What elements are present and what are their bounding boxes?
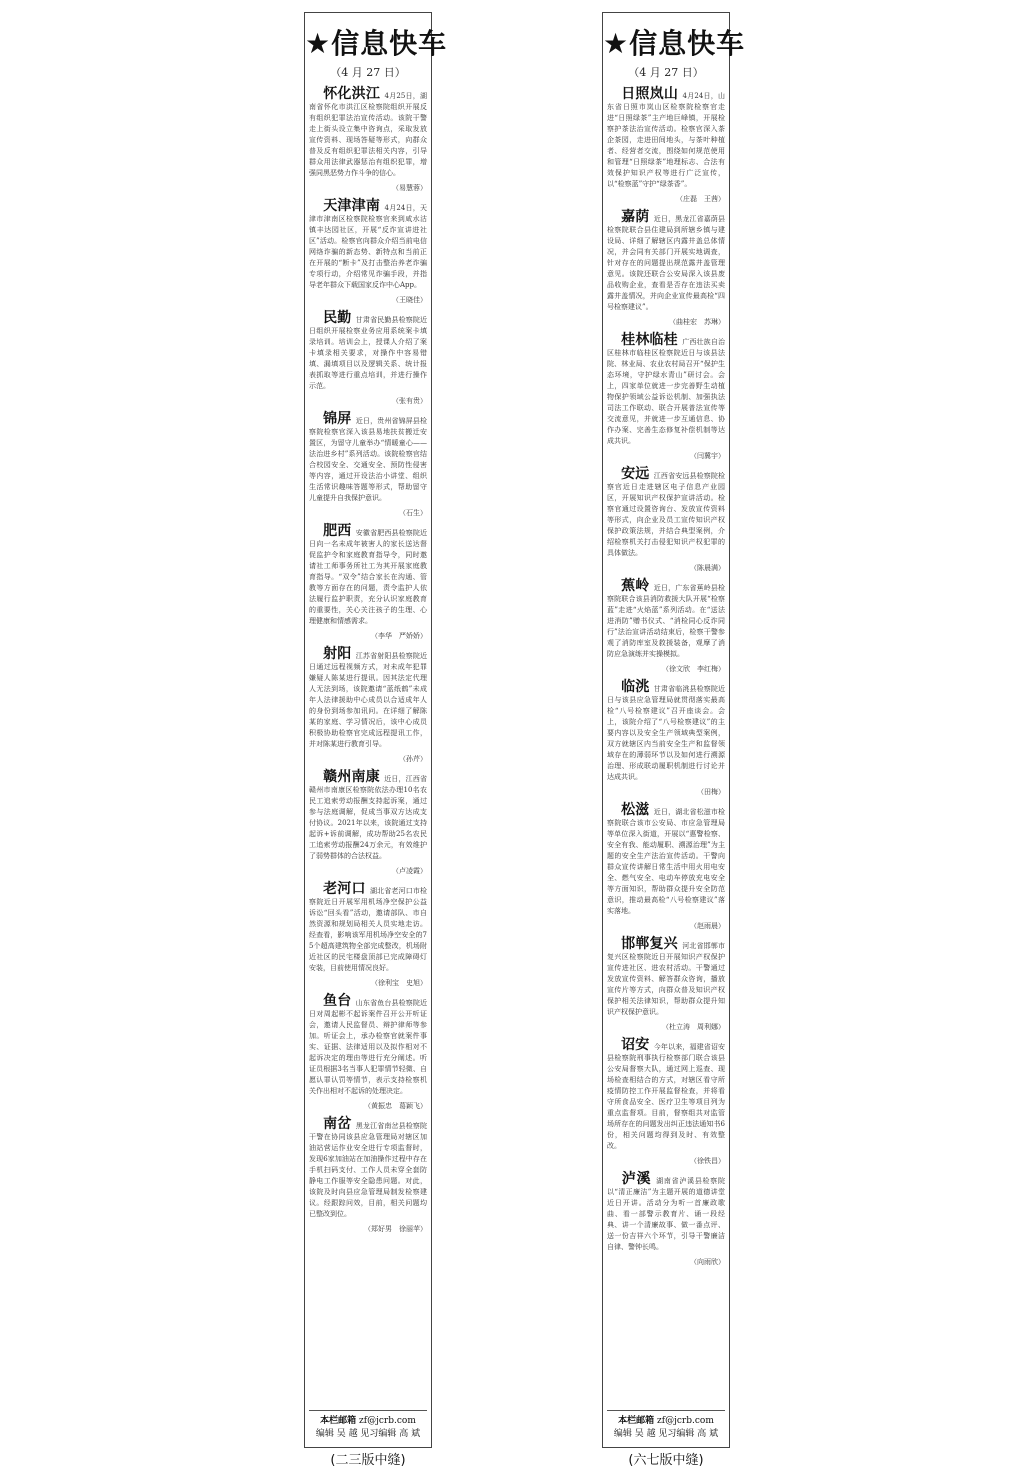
news-item-body: 甘肃省临洮县检察院近日与该县应急管理局就贯彻落实最高检“八号检察建议”召开座谈会。会上，该院介绍了“八号检察建议”的主要内容以及安全生产领域典型案例，双方就辖区内当前安全生产和监督领域存在的薄弱环节以及如何进行溯源治理、形成联动履职机制进行讨论并达成共识。 bbox=[607, 685, 726, 781]
news-item-title: 临洮 bbox=[621, 679, 650, 695]
news-item-author: （李华 严娇娇） bbox=[371, 632, 427, 640]
news-item-title: 安远 bbox=[621, 466, 650, 482]
news-item-body: 湖南省泸溪县检察院以“清正廉洁”为主题开展的道德讲堂近日开讲。活动分为听一首廉政歌曲、看一部警示教育片、诵一段经典、讲一个清廉故事、做一番点评、送一份吉祥六个环节，引导干警廉洁自律、警钟长鸣。 bbox=[607, 1177, 726, 1251]
news-item-body: 4月24日，山东省日照市岚山区检察院检察官走进“日照绿茶”主产地巨峰镇，开展检察护茶法治宣传活动。检察官深入茶企茶园，走进田间地头，与茶叶种植者、经营者交流，围绕如何规范使用和管理“日照绿茶”地理标志、合法有效保护知识产权等进行广泛宣传，以“检察蓝”守护“绿茶香”。 bbox=[607, 92, 725, 188]
news-item-author: （闫冀宇） bbox=[690, 452, 725, 460]
news-item-body: 近日，广东省蕉岭县检察院联合该县消防救援大队开展“检察蓝”走进“火焰蓝”系列活动。在“送法进消防”赠书仪式、“消检同心反诈同行”法治宣讲活动结束后，检察干警参观了消防库室及救援装备，观摩了消防应急演练并实操模拟。 bbox=[607, 584, 726, 658]
news-item-author: （易慧蓉） bbox=[392, 184, 427, 192]
news-item-title: 松滋 bbox=[621, 802, 650, 818]
editors-credit: 编辑 吴 越 见习编辑 高 斌 bbox=[613, 1429, 719, 1439]
news-item-body: 甘肃省民勤县检察院近日组织开展检察业务应用系统案卡填录培训。培训会上，授课人介绍了案卡填录相关要求，对操作中容易错填、漏填项目以及逻辑关系、统计报表抓取等进行重点培训，并进行操作示范。 bbox=[309, 316, 428, 390]
news-item-body: 近日，黑龙江省嘉荫县检察院联合县住建局到所辖乡镇与建设局、详细了解辖区内露井盖总体情况，并会同有关部门开展实地调查，针对存在的问题提出规范露井盖管理意见。该院还联合公安局深入该县废品收购企业，查看是否存在违法买卖露井盖情况，并向企业宣传最高检“四号检察建议”。 bbox=[607, 215, 726, 311]
news-item-title: 南岔 bbox=[323, 1116, 352, 1132]
news-item bbox=[603, 86, 729, 205]
news-item-body: 山东省鱼台县检察院近日对周起彬不起诉案件召开公开听证会，邀请人民监督员、辩护律师等参加。听证会上，承办检察官就案件事实、证据、法律适用以及拟作相对不起诉决定的理由等进行充分阐述。听证员根据3名当事人犯罪情节轻微、自愿认罪认罚等情节，表示支持检察机关作出相对不起诉的处理决定。 bbox=[309, 999, 428, 1095]
news-item-body: 近日，湖北省松滋市检察院联合该市公安局、市应急管理局等单位深入街道，开展以“惠警检察、安全有我、能动履职、溯源治理”为主题的安全生产法治宣传活动。干警向群众宣传讲解日常生活中用火用电安全、燃气安全、电动车停放充电安全等方面知识，帮助群众提升安全防范意识，推动最高检“八号检察建议”落实落地。 bbox=[607, 808, 726, 915]
news-item-body: 安徽省肥西县检察院近日向一名未成年被害人的家长送达督促监护令和家庭教育指导令，同时邀请社工师事务所社工为其开展家庭教育指导。“双令”结合家长在沟通、管教等方面存在的问题，责令监护人依法履行监护职责，充分认识家庭教育的重要性，关心关注孩子的生理、心理健康和情感需求。 bbox=[309, 529, 428, 625]
news-item bbox=[603, 679, 729, 798]
column-date: （4 月 27 日） bbox=[628, 66, 704, 79]
news-item-body: 4月25日，湖南省怀化市洪江区检察院组织开展反有组织犯罪法治宣传活动。该院干警走上街头设立集中咨询点，采取发放宣传资料、现场答疑等形式，向群众普及反有组织犯罪法相关内容，引导群众用法律武器惩治有组织犯罪，增强同黑恶势力作斗争的信心。 bbox=[309, 92, 427, 177]
news-item bbox=[305, 86, 431, 194]
news-item-title: 邯郸复兴 bbox=[621, 936, 678, 952]
news-item-title: 老河口 bbox=[323, 881, 366, 897]
news-item-body: 江苏省射阳县检察院近日通过远程视频方式，对未成年犯罪嫌疑人陈某进行提讯。因其法定代理人无法到场，该院邀请“蓝纸鹤”未成年人法律援助中心成员以合适成年人的身份到场参加讯问。在详细了解陈某的家庭、学习情况后，该中心成员积极协助检察官完成远程提讯工作，并对陈某进行教育引导。 bbox=[309, 652, 428, 748]
column-footer bbox=[309, 1410, 427, 1441]
news-item bbox=[603, 466, 729, 574]
news-item bbox=[305, 646, 431, 765]
news-item-title: 怀化洪江 bbox=[323, 86, 381, 102]
news-item-author: （黄振忠 葛颖飞） bbox=[364, 1102, 427, 1110]
news-item-title: 天津津南 bbox=[323, 198, 381, 214]
news-item-author: （石生） bbox=[399, 509, 427, 517]
news-item-author: （庄磊 王茜） bbox=[676, 195, 725, 203]
email-address: zf@jcrb.com bbox=[657, 1416, 714, 1426]
column-date: （4 月 27 日） bbox=[330, 66, 406, 79]
news-item-title: 民勤 bbox=[323, 310, 352, 326]
news-item-author: （徐文欣 李红梅） bbox=[662, 665, 725, 673]
news-item-author: （张有贵） bbox=[392, 397, 427, 405]
news-item bbox=[305, 1116, 431, 1235]
news-item-author: （向雨欣） bbox=[690, 1258, 725, 1266]
news-item bbox=[305, 411, 431, 519]
news-item-title: 蕉岭 bbox=[621, 578, 650, 594]
news-item bbox=[603, 1037, 729, 1167]
news-item-body: 湖北省老河口市检察院近日开展军用机场净空保护公益诉讼“回头看”活动，邀请部队、市自然资源和规划局相关人员实地走访。经查看，影响该军用机场净空安全的75个超高建筑物全部完成整改，机场附近社区的民宅楼盘顶部已完成障碍灯安装，目前使用情况良好。 bbox=[309, 887, 427, 972]
news-item-author: （田梅） bbox=[697, 788, 725, 796]
left-news-column bbox=[304, 12, 448, 1448]
column-masthead: ★信息快车 bbox=[603, 27, 746, 60]
news-item-title: 诏安 bbox=[621, 1037, 650, 1053]
news-item-author: （孙芹） bbox=[399, 755, 427, 763]
news-item-title: 鱼台 bbox=[323, 993, 352, 1009]
news-item-title: 锦屏 bbox=[323, 411, 352, 427]
news-item-author: （曲桂宏 苏琳） bbox=[669, 318, 725, 326]
news-item-body: 黑龙江省南岔县检察院干警在协同该县应急管理局对辖区加油站营运作业安全进行专项监督时，发现6家加油站在加油操作过程中存在手机扫码支付、工作人员未穿全套防静电工作服等安全隐患问题。对此，该院及时向县应急管理局制发检察建议。经跟踪问效，目前，相关问题均已整改到位。 bbox=[309, 1122, 428, 1218]
email-address: zf@jcrb.com bbox=[359, 1416, 416, 1426]
column-masthead: ★信息快车 bbox=[305, 27, 448, 60]
news-item-body: 4月24日，天津市津南区检察院检察官来到咸水沽镇丰达园社区，开展“反诈宣讲进社区”活动。检察官向群众介绍当前电信网络诈骗的新态势、新特点和当前正在开展的“断卡”及打击整治养老诈骗专项行动，介绍常见诈骗手段，并指导老年群众下载国家反诈中心App。 bbox=[309, 204, 427, 289]
right-news-column bbox=[602, 12, 746, 1448]
news-item-title: 桂林临桂 bbox=[621, 332, 678, 348]
email-label: 本栏邮箱 bbox=[320, 1416, 357, 1426]
column-footer bbox=[607, 1410, 725, 1441]
news-item bbox=[305, 769, 431, 877]
right-column-caption: (六七版中缝) bbox=[628, 1453, 704, 1468]
left-column-caption: (二三版中缝) bbox=[330, 1453, 406, 1468]
news-item bbox=[305, 881, 431, 989]
news-item-title: 赣州南康 bbox=[323, 769, 380, 785]
news-item-author: （陈晨满） bbox=[690, 564, 725, 572]
news-item-body: 近日，江西省赣州市南康区检察院依法办理10名农民工追索劳动报酬支持起诉案，通过参与法庭调解，促成当事双方达成支付协议。2021年以来，该院通过支持起诉+诉前调解，成功帮助25名农民工追索劳动报酬24万余元，有效维护了弱势群体的合法权益。 bbox=[309, 775, 428, 860]
email-label: 本栏邮箱 bbox=[618, 1416, 655, 1426]
news-item-author: （杜立涛 周利娜） bbox=[662, 1023, 725, 1031]
news-item-author: （郑好男 徐丽苹） bbox=[364, 1225, 427, 1233]
news-item-title: 肥西 bbox=[323, 523, 352, 539]
news-item bbox=[603, 578, 729, 675]
news-item bbox=[305, 993, 431, 1112]
news-item bbox=[305, 198, 431, 306]
news-item bbox=[603, 209, 729, 328]
news-item-author: （卢凌霞） bbox=[392, 867, 427, 875]
news-item-title: 日照岚山 bbox=[621, 86, 679, 102]
news-item bbox=[603, 936, 729, 1033]
news-item-body: 近日，贵州省锦屏县检察院检察官深入该县易地扶贫搬迁安置区，为留守儿童举办“情暖童心——法治进乡村”系列活动。该院检察官结合校园安全、交通安全、预防性侵害等内容，通过开设法治小讲堂、组织生活常识趣味答题等形式，帮助留守儿童提升自我保护意识。 bbox=[309, 417, 428, 502]
news-item bbox=[305, 523, 431, 642]
news-item-author: （王晓佳） bbox=[392, 296, 427, 304]
news-item-body: 河北省邯郸市复兴区检察院近日开展知识产权保护宣传进社区、进农村活动。干警通过发放宣传资料、解答群众咨询，播放宣传片等方式，向群众普及知识产权保护相关法律知识，帮助群众提升知识产权保护意识。 bbox=[607, 942, 726, 1016]
news-item-body: 今年以来，福建省诏安县检察院刑事执行检察部门联合该县公安局督察大队，通过网上巡查、现场检查相结合的方式，对辖区看守所疫情防控工作开展监督检查，并将看守所食品安全、医疗卫生等项目列为重点监督项。目前，督察组共对监管场所存在的问题发出纠正违法通知书6份，相关问题均得到及时、有效整改。 bbox=[607, 1043, 726, 1150]
news-item bbox=[305, 310, 431, 407]
news-item-author: （徐利宝 史旭） bbox=[371, 979, 427, 987]
news-item-title: 泸溪 bbox=[621, 1171, 652, 1187]
news-item-title: 嘉荫 bbox=[621, 209, 650, 225]
news-item-title: 射阳 bbox=[323, 646, 352, 662]
news-item-body: 广西壮族自治区桂林市临桂区检察院近日与该县法院、林业局、农业农村局召开“保护生态环境，守护绿水青山”研讨会。会上，四家单位就进一步完善野生动植物保护领域公益诉讼机制、加强执法司法工作联动、联合开展普法宣传等交流意见，并就进一步互通信息、协作办案、完善生态修复补偿机制等达成共识。 bbox=[607, 338, 726, 445]
news-item-body: 江西省安远县检察院检察官近日走进辖区电子信息产业园区，开展知识产权保护宣讲活动。检察官通过设置咨询台、发放宣传资料等形式，向企业及员工宣传知识产权保护政策法规，并结合典型案例，介绍检察机关打击侵犯知识产权犯罪的具体做法。 bbox=[607, 472, 726, 557]
news-item-author: （赵雨晨） bbox=[690, 922, 725, 930]
news-item bbox=[603, 802, 729, 932]
news-item bbox=[603, 332, 729, 462]
editors-credit: 编辑 吴 越 见习编辑 高 斌 bbox=[315, 1429, 421, 1439]
news-item bbox=[603, 1171, 729, 1268]
news-item-author: （徐铁昌） bbox=[690, 1157, 725, 1165]
